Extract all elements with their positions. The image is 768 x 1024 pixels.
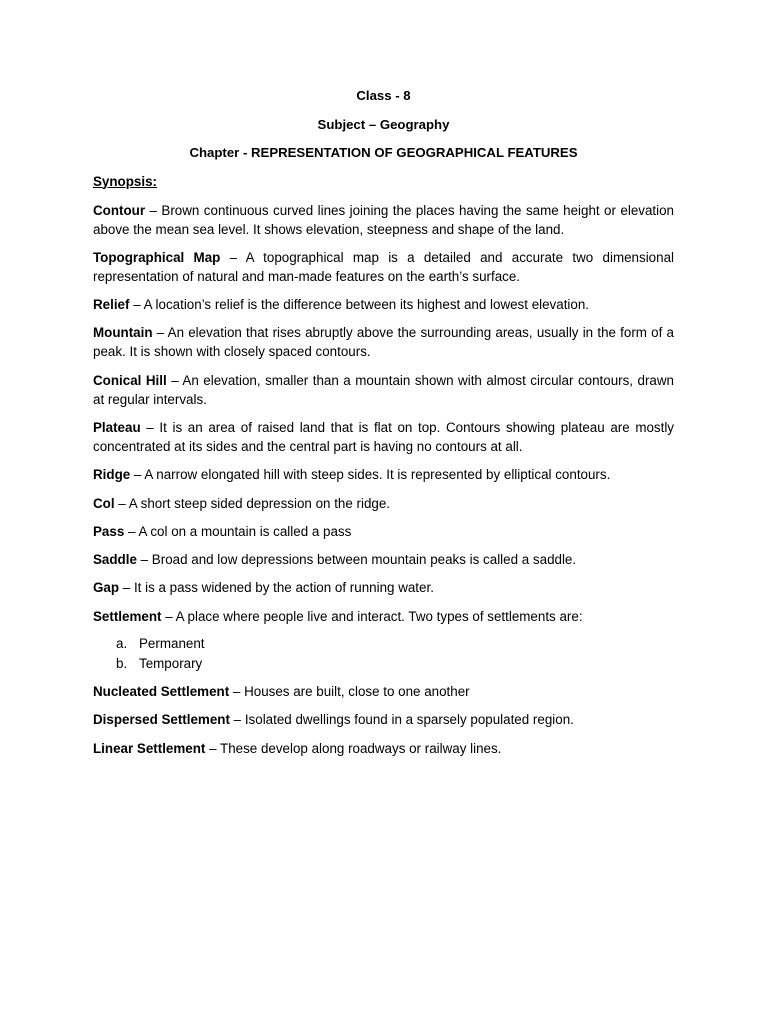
separator: – [145,202,162,218]
class-heading: Class - 8 [356,88,411,103]
term: Dispersed Settlement [93,712,230,728]
entry-relief [93,295,674,314]
definition: These develop along roadways or railway lines. [220,740,502,756]
list-item [93,654,674,674]
entry-pass [93,522,674,541]
separator: – [161,608,176,624]
entry-plateau [93,418,674,456]
entry-gap [93,578,674,597]
entry-linear-settlement [93,739,674,758]
settlement-types-list [93,634,674,674]
list-item [93,634,674,654]
term: Nucleated Settlement [93,684,230,700]
definition: A narrow elongated hill with steep sides. It is represented by elliptical contours. [144,467,611,483]
separator: – [129,297,144,313]
subject-heading: Subject – Geography [317,116,450,132]
separator: – [114,495,129,511]
entry-ridge [93,465,674,484]
entry-topographical-map [93,248,674,286]
term: Topographical Map [93,249,221,265]
definition: An elevation that rises abruptly above the surrounding areas, usually in the form of a peak. It is shown with closely spaced contours. [93,325,674,360]
definition: A topographical map is a detailed and accurate two dimensional representation of natural and man-made features on the earth’s surface. [93,249,674,284]
definition: Houses are built, close to one another [244,684,470,700]
term: Ridge [93,467,131,483]
definition: A location’s relief is the difference between its highest and lowest elevation. [143,297,590,313]
entry-saddle [93,550,674,569]
entry-col [93,494,674,513]
list-item-label: Temporary [139,656,203,672]
synopsis-label: Synopsis: [93,173,157,189]
term: Mountain [93,325,153,341]
list-marker: b. [116,656,128,672]
list-item-label: Permanent [139,636,205,652]
term: Contour [93,202,146,218]
term: Conical Hill [93,372,167,388]
separator: – [205,740,221,756]
definition: Broad and low depressions between mountain peaks is called a saddle. [151,552,577,568]
chapter-heading: Chapter - REPRESENTATION OF GEOGRAPHICAL FEATURES [189,145,578,160]
term: Relief [93,297,130,313]
term: Pass [93,523,125,539]
entry-settlement [93,607,674,626]
entry-contour [93,201,674,239]
term: Settlement [93,608,162,624]
definition: Brown continuous curved lines joining the places having the same height or elevation above the mean sea level. It shows elevation, steepness and shape of the land. [93,202,675,237]
separator: – [119,580,134,596]
separator: – [140,419,160,435]
list-marker: a. [116,636,128,652]
entry-nucleated-settlement [93,682,674,701]
term: Saddle [93,552,137,568]
separator: – [124,523,139,539]
separator: – [152,325,168,341]
definition: It is a pass widened by the action of running water. [133,580,434,596]
entry-mountain [93,323,674,361]
definition: An elevation, smaller than a mountain shown with almost circular contours, drawn at regular intervals. [93,372,674,407]
separator: – [136,552,152,568]
definition: A col on a mountain is called a pass [138,523,352,539]
entry-dispersed-settlement [93,710,674,729]
definition: Isolated dwellings found in a sparsely populated region. [244,712,574,728]
definition-list [93,201,674,758]
term: Col [93,495,115,511]
separator: – [130,467,145,483]
separator: – [229,712,245,728]
term: Gap [93,580,120,596]
separator: – [166,372,183,388]
term: Plateau [93,419,141,435]
entry-conical-hill [93,371,674,409]
term: Linear Settlement [93,740,206,756]
definition: A short steep sided depression on the ridge. [128,495,391,511]
separator: – [229,684,245,700]
separator: – [220,249,246,265]
definition: A place where people live and interact. Two types of settlements are: [175,608,583,624]
definition: It is an area of raised land that is flat on top. Contours showing plateau are mostly concentrated at its sides and the central part is having no contours at all. [93,419,675,454]
